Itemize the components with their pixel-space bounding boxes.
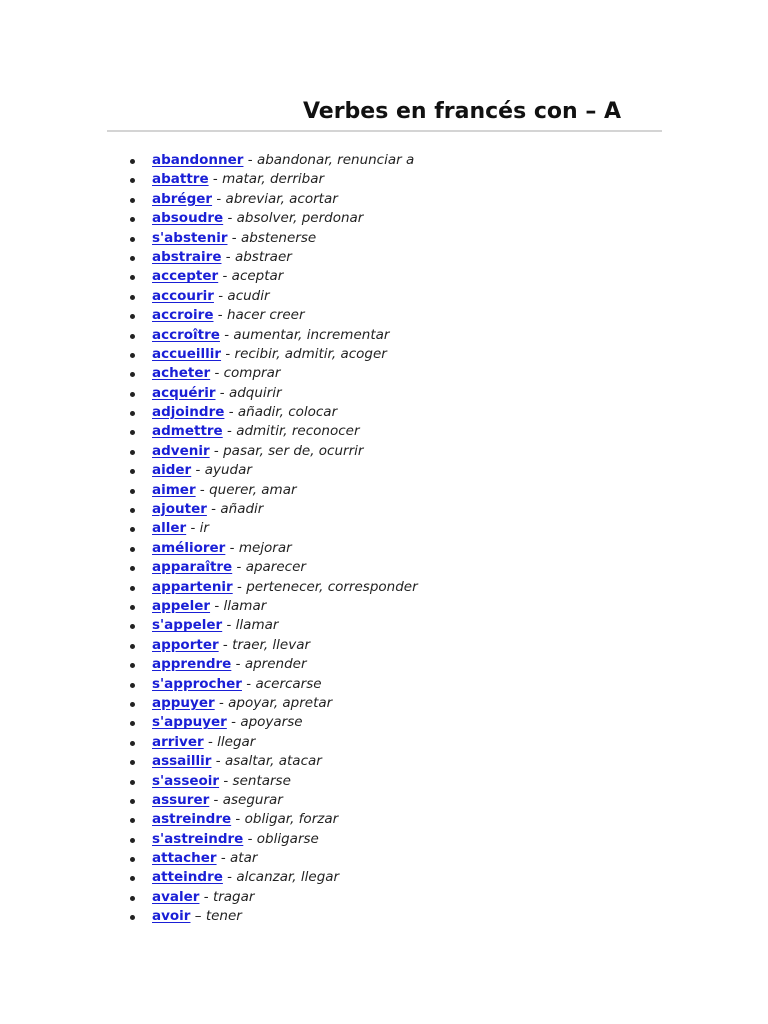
verb-link[interactable]: abréger	[152, 190, 213, 207]
verb-link[interactable]: s'appuyer	[152, 714, 227, 731]
verb-link[interactable]: absoudre	[152, 210, 224, 227]
verb-meaning: ir	[199, 520, 209, 537]
separator: -	[195, 481, 210, 498]
verb-meaning: hacer creer	[226, 307, 305, 324]
bullet-icon	[130, 508, 135, 513]
bullet-icon	[130, 295, 135, 300]
bullet-icon	[130, 256, 135, 261]
verb-link[interactable]: s'approcher	[152, 675, 242, 692]
verb-link[interactable]: abandonner	[152, 152, 244, 168]
bullet-icon	[130, 372, 135, 377]
list-item	[126, 868, 418, 887]
verb-link[interactable]: acquérir	[152, 384, 216, 401]
verb-meaning: añadir	[220, 501, 264, 518]
verb-meaning: llegar	[217, 733, 256, 750]
separator: -	[231, 811, 245, 828]
verb-link[interactable]: accroire	[152, 307, 214, 324]
bullet-icon	[130, 159, 135, 164]
separator: -	[214, 694, 229, 711]
verb-meaning: adquirir	[228, 384, 282, 401]
verb-meaning: aparecer	[245, 559, 306, 576]
list-item	[126, 364, 418, 383]
verb-link[interactable]: assaillir	[152, 753, 212, 770]
verb-meaning: comprar	[223, 365, 281, 382]
bullet-icon	[130, 217, 135, 222]
verb-meaning: aumentar, incrementar	[233, 326, 390, 343]
separator: -	[232, 578, 247, 595]
verb-meaning: llamar	[235, 617, 279, 634]
verb-meaning: absolver, perdonar	[236, 210, 364, 227]
separator: -	[209, 442, 224, 459]
list-item	[126, 519, 418, 538]
verb-link[interactable]: s'appeler	[152, 617, 223, 634]
list-item	[126, 558, 418, 577]
verb-meaning: abstenerse	[240, 229, 317, 246]
list-item	[126, 907, 418, 926]
verb-meaning: llamar	[223, 597, 267, 614]
verb-meaning: acercarse	[255, 675, 322, 692]
verb-link[interactable]: appeler	[152, 597, 211, 614]
verb-link[interactable]: assurer	[152, 791, 210, 808]
bullet-icon	[130, 547, 135, 552]
bullet-icon	[130, 605, 135, 610]
list-item	[126, 675, 418, 694]
bullet-icon	[130, 741, 135, 746]
list-item	[126, 830, 418, 849]
verb-meaning: atar	[230, 850, 258, 867]
verb-link[interactable]: apporter	[152, 636, 219, 653]
bullet-icon	[130, 314, 135, 319]
bullet-icon	[130, 353, 135, 358]
verb-meaning: aceptar	[231, 268, 284, 285]
bullet-icon	[130, 489, 135, 494]
verb-meaning: acudir	[227, 287, 270, 304]
list-item	[126, 422, 418, 441]
list-item	[126, 229, 418, 248]
verb-meaning: asegurar	[222, 791, 283, 808]
verb-meaning: pasar, ser de, ocurrir	[223, 442, 364, 459]
bullet-icon	[130, 430, 135, 435]
list-item	[126, 326, 418, 345]
bullet-icon	[130, 896, 135, 901]
separator: -	[216, 850, 231, 867]
bullet-icon	[130, 411, 135, 416]
separator: -	[212, 190, 226, 207]
separator: -	[215, 384, 229, 401]
bullet-icon	[130, 527, 135, 532]
separator: -	[209, 791, 223, 808]
bullet-icon	[130, 838, 135, 843]
bullet-icon	[130, 392, 135, 397]
bullet-icon	[130, 198, 135, 203]
bullet-icon	[130, 450, 135, 455]
bullet-icon	[130, 876, 135, 881]
verb-meaning: añadir, colocar	[237, 404, 338, 421]
bullet-icon	[130, 566, 135, 571]
bullet-icon	[130, 586, 135, 591]
verb-link[interactable]: abstraire	[152, 248, 222, 265]
list-item	[126, 578, 418, 597]
list-item	[126, 248, 418, 267]
list-item	[126, 384, 418, 403]
separator: -	[203, 733, 218, 750]
separator: -	[218, 268, 232, 285]
list-item	[126, 306, 418, 325]
verb-link[interactable]: aimer	[152, 481, 196, 498]
verb-meaning: pertenecer, corresponder	[246, 578, 418, 595]
separator: -	[208, 171, 223, 188]
verb-link[interactable]: accueillir	[152, 345, 222, 362]
verb-meaning: abandonar, renunciar a	[256, 152, 415, 168]
verb-meaning: abstraer	[234, 248, 292, 265]
bullet-icon	[130, 915, 135, 920]
bullet-icon	[130, 683, 135, 688]
verb-meaning: obligarse	[256, 830, 319, 847]
list-item	[126, 190, 418, 209]
verb-meaning: obligar, forzar	[244, 811, 339, 828]
separator: -	[186, 520, 200, 537]
list-item	[126, 345, 418, 364]
verb-meaning: sentarse	[232, 772, 291, 789]
verb-meaning: asaltar, atacar	[224, 753, 322, 770]
list-item	[126, 403, 418, 422]
list-item	[126, 500, 418, 519]
list-item	[126, 287, 418, 306]
list-item	[126, 597, 418, 616]
bullet-icon	[130, 857, 135, 862]
verb-link[interactable]: appartenir	[152, 578, 233, 595]
list-item	[126, 616, 418, 635]
verb-meaning: apoyar, apretar	[228, 694, 333, 711]
list-item	[126, 209, 418, 228]
bullet-icon	[130, 760, 135, 765]
verb-link[interactable]: améliorer	[152, 539, 226, 556]
verb-meaning: tragar	[212, 888, 255, 905]
separator: -	[243, 830, 257, 847]
verb-link[interactable]: s'abstenir	[152, 229, 228, 246]
verb-link[interactable]: adjoindre	[152, 404, 225, 421]
verb-meaning: alcanzar, llegar	[236, 869, 340, 886]
verb-link[interactable]: aider	[152, 462, 192, 479]
bullet-icon	[130, 721, 135, 726]
verb-link[interactable]: accourir	[152, 287, 214, 304]
list-item	[126, 752, 418, 771]
list-item	[126, 170, 418, 189]
verb-link[interactable]: s'astreindre	[152, 830, 244, 847]
separator: -	[232, 559, 246, 576]
verb-link[interactable]: advenir	[152, 442, 210, 459]
separator: -	[222, 423, 237, 440]
bullet-icon	[130, 799, 135, 804]
separator: -	[231, 656, 245, 673]
verb-meaning: traer, llevar	[232, 636, 311, 653]
separator: -	[225, 539, 239, 556]
verb-meaning: admitir, reconocer	[236, 423, 360, 440]
separator: -	[191, 462, 205, 479]
separator: –	[190, 908, 206, 925]
list-item	[126, 772, 418, 791]
list-item	[126, 442, 418, 461]
verb-meaning: apoyarse	[240, 714, 303, 731]
verb-meaning: mejorar	[238, 539, 292, 556]
verb-meaning: querer, amar	[209, 481, 297, 498]
bullet-icon	[130, 624, 135, 629]
verb-link[interactable]: astreindre	[152, 811, 232, 828]
verb-link[interactable]: appuyer	[152, 694, 215, 711]
separator: -	[199, 888, 213, 905]
separator: -	[219, 772, 233, 789]
verb-link[interactable]: attacher	[152, 850, 217, 867]
verb-link[interactable]: admettre	[152, 423, 223, 440]
verb-link[interactable]: apprendre	[152, 656, 232, 673]
verb-link[interactable]: aller	[152, 520, 187, 537]
list-item	[126, 655, 418, 674]
verb-link[interactable]: atteindre	[152, 869, 223, 886]
bullet-icon	[130, 644, 135, 649]
list-item	[126, 481, 418, 500]
separator: -	[218, 636, 233, 653]
verb-meaning: matar, derribar	[222, 171, 325, 188]
separator: -	[226, 714, 241, 731]
bullet-icon	[130, 237, 135, 242]
list-item	[126, 733, 418, 752]
bullet-icon	[130, 702, 135, 707]
verb-link[interactable]: s'asseoir	[152, 772, 220, 789]
verb-link[interactable]: acheter	[152, 365, 211, 382]
verb-link[interactable]: ajouter	[152, 501, 207, 518]
verb-link[interactable]: accroître	[152, 326, 220, 343]
verb-link[interactable]: abattre	[152, 171, 209, 188]
separator: -	[222, 617, 236, 634]
list-item	[126, 151, 418, 170]
list-item	[126, 636, 418, 655]
list-item	[126, 461, 418, 480]
bullet-icon	[130, 334, 135, 339]
page-title: Verbes en francés con – A	[302, 99, 622, 124]
separator: -	[227, 229, 241, 246]
separator: -	[210, 597, 224, 614]
separator: -	[213, 307, 227, 324]
separator: -	[211, 753, 225, 770]
bullet-icon	[130, 469, 135, 474]
verb-link[interactable]: avoir	[152, 908, 191, 925]
verb-meaning: recibir, admitir, acoger	[234, 345, 387, 362]
bullet-icon	[130, 818, 135, 823]
bullet-icon	[130, 178, 135, 183]
verb-meaning: tener	[205, 908, 242, 925]
separator: -	[241, 675, 256, 692]
separator: -	[222, 869, 237, 886]
bullet-icon	[130, 663, 135, 668]
bullet-icon	[130, 275, 135, 280]
separator: -	[221, 248, 235, 265]
list-item	[126, 267, 418, 286]
title-divider	[107, 130, 662, 132]
verb-link[interactable]: arriver	[152, 733, 204, 750]
verb-link[interactable]: avaler	[152, 888, 200, 905]
list-item	[126, 888, 418, 907]
list-item	[126, 694, 418, 713]
separator: -	[221, 345, 235, 362]
verb-link[interactable]: accepter	[152, 268, 219, 285]
separator: -	[206, 501, 221, 518]
separator: -	[219, 326, 234, 343]
list-item	[126, 849, 418, 868]
verb-link[interactable]: apparaître	[152, 559, 233, 576]
list-item	[126, 791, 418, 810]
verb-meaning: ayudar	[204, 462, 252, 479]
bullet-icon	[130, 780, 135, 785]
list-item	[126, 810, 418, 829]
separator: -	[224, 404, 238, 421]
separator: -	[213, 287, 228, 304]
verb-list	[126, 151, 418, 927]
list-item	[126, 713, 418, 732]
separator: -	[210, 365, 224, 382]
separator: -	[223, 210, 237, 227]
verb-meaning: aprender	[244, 656, 307, 673]
separator: -	[243, 152, 257, 168]
list-item	[126, 539, 418, 558]
verb-meaning: abreviar, acortar	[225, 190, 338, 207]
